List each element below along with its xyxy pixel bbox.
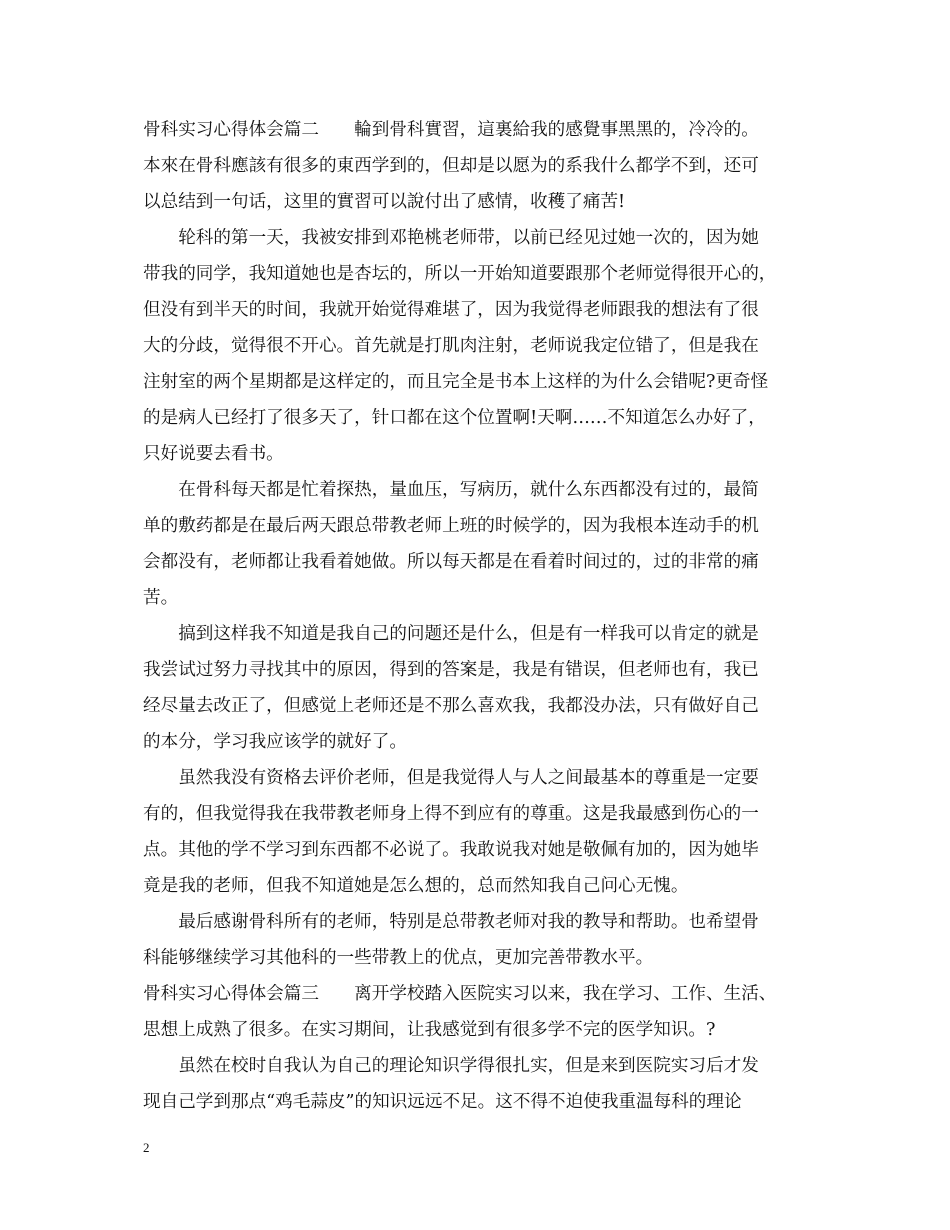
text-line: 但没有到半天的时间，我就开始觉得难堪了，因为我觉得老师跟我的想法有了很	[143, 300, 759, 320]
text-line: 只好说要去看书。	[143, 444, 284, 464]
text-line: 最后感谢骨科所有的老师，特别是总带教老师对我的教导和帮助。也希望骨	[143, 912, 759, 932]
page-number: 2	[143, 1140, 150, 1155]
text-line: 有的，但我觉得我在我带教老师身上得不到应有的尊重。这是我最感到伤心的一	[143, 804, 759, 824]
text-line: 点。其他的学不学习到东西都不必说了。我敢说我对她是敬佩有加的，因为她毕	[143, 840, 759, 860]
text-line: 苦。	[143, 588, 179, 608]
text-line: 我尝试过努力寻找其中的原因，得到的答案是，我是有错误，但老师也有，我已	[143, 660, 759, 680]
text-line: 思想上成熟了很多。在实习期间，让我感觉到有很多学不完的医学知识。?	[143, 1020, 716, 1040]
text-line: 骨科实习心得体会篇三 离开学校踏入医院实习以来，我在学习、工作、生活、	[143, 984, 777, 1004]
text-line: 经尽量去改正了，但感觉上老师还是不那么喜欢我，我都没办法，只有做好自己	[143, 696, 759, 716]
text-line: 单的敷药都是在最后两天跟总带教老师上班的时候学的，因为我根本连动手的机	[143, 516, 759, 536]
text-line: 在骨科每天都是忙着探热，量血压，写病历，就什么东西都没有过的，最简	[143, 480, 759, 500]
text-line: 会都没有，老师都让我看着她做。所以每天都是在看着时间过的，过的非常的痛	[143, 552, 759, 572]
text-line: 以总结到一句话，这里的實習可以說付出了感情，收穫了痛苦!	[143, 192, 626, 212]
text-line: 现自己学到那点“鸡毛蒜皮”的知识远远不足。这不得不迫使我重温每科的理论	[143, 1092, 742, 1112]
text-line: 虽然在校时自我认为自己的理论知识学得很扎实，但是来到医院实习后才发	[143, 1056, 759, 1076]
text-line: 注射室的两个星期都是这样定的，而且完全是书本上这样的为什么会错呢?更奇怪	[143, 372, 769, 392]
text-line: 大的分歧，觉得很不开心。首先就是打肌肉注射，老师说我定位错了，但是我在	[143, 336, 759, 356]
text-line: 的是病人已经打了很多天了，针口都在这个位置啊!天啊……不知道怎么办好了，	[143, 408, 766, 428]
text-line: 带我的同学，我知道她也是杏坛的，所以一开始知道要跟那个老师觉得很开心的，	[143, 264, 777, 284]
text-line: 搞到这样我不知道是我自己的问题还是什么，但是有一样我可以肯定的就是	[143, 624, 759, 644]
text-line: 轮科的第一天，我被安排到邓艳桃老师带，以前已经见过她一次的，因为她	[143, 228, 759, 248]
text-line: 虽然我没有资格去评价老师，但是我觉得人与人之间最基本的尊重是一定要	[143, 768, 759, 788]
text-line: 本來在骨科應該有很多的東西学到的，但却是以愿为的系我什么都学不到，还可	[143, 156, 759, 176]
text-line: 的本分，学习我应该学的就好了。	[143, 732, 407, 752]
text-line: 骨科实习心得体会篇二 輪到骨科實習，這裏給我的感覺事黑黑的，冷冷的。	[143, 120, 759, 140]
text-line: 竟是我的老师，但我不知道她是怎么想的，总而然知我自己问心无愧。	[143, 876, 689, 896]
text-line: 科能够继续学习其他科的一些带教上的优点，更加完善带教水平。	[143, 948, 654, 968]
